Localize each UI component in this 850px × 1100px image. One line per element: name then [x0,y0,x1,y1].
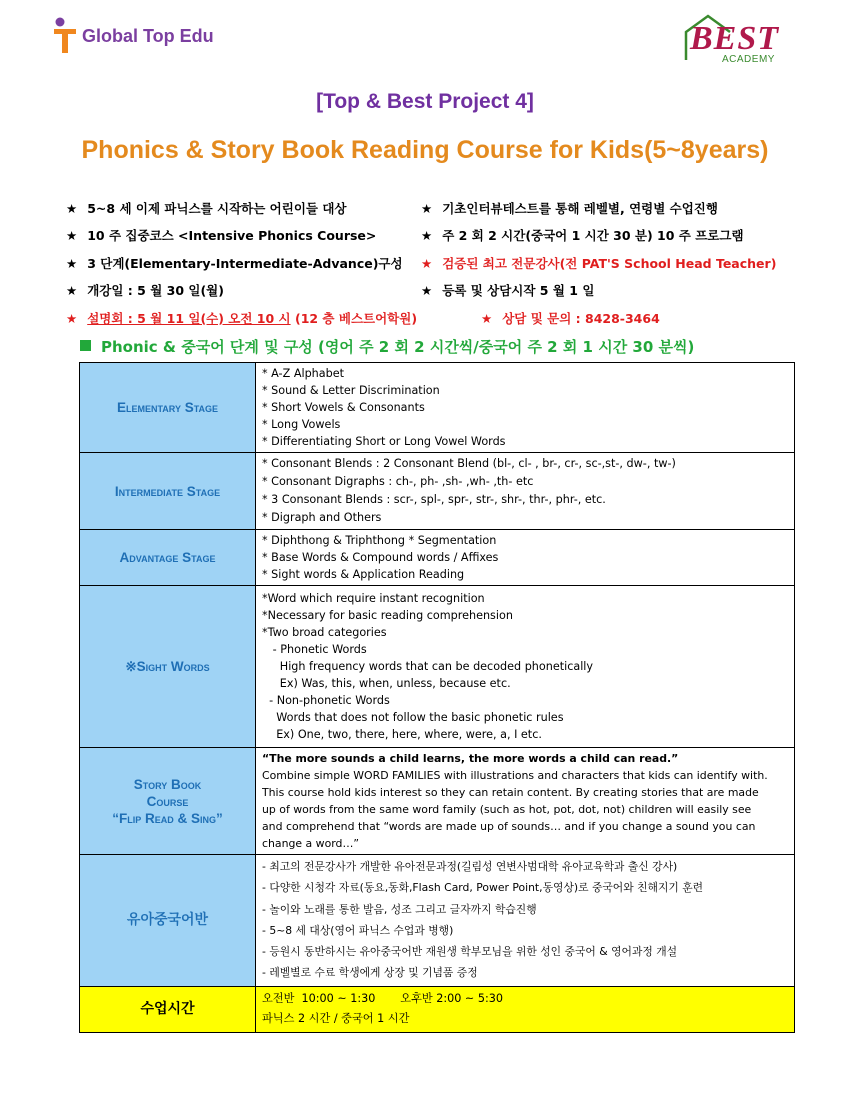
content-line: * Diphthong & Triphthong * Segmentation [262,534,497,547]
bullet-text: 등록 및 상담시작 5 월 1 일 [442,283,595,299]
contact-info: 상담 및 문의 : 8428-3464 [502,310,660,326]
content-line: This course hold kids interest so they can retain content. By creating stories that are made [262,786,759,799]
content-line: * Short Vowels & Consonants [262,401,425,414]
star-icon: ★ [421,228,433,244]
course-table [79,362,795,1033]
star-icon: ★ [66,310,78,326]
section-heading [80,336,694,357]
content-line: * A-Z Alphabet [262,367,344,380]
square-bullet-icon [80,340,91,351]
logo-right-text: BEST [690,20,780,57]
content-line: Ex) One, two, there, here, where, were, a, I etc. [262,728,542,741]
content-line: Words that does not follow the basic phonetic rules [262,711,564,724]
stage-name [80,530,256,586]
logo-right-sub: ACADEMY [722,54,775,65]
bullet-row [66,249,806,277]
schedule-line: 파닉스 2 시간 / 중국어 1 시간 [262,1012,410,1025]
content-line: and comprehend that “words are made up of sounds… and if you change a sound you can [262,820,756,833]
stage-label: Intermediate Stage [114,483,221,499]
content-line: *Necessary for basic reading comprehension [262,609,513,622]
content-line: - 레벨별로 수료 학생에게 상장 및 기념품 증정 [262,966,478,980]
content-line: - 5~8 세 대상(영어 파닉스 수업과 병행) [262,923,454,937]
content-line: *Word which require instant recognition [262,592,485,605]
table-row [80,363,795,453]
table-row [80,453,795,530]
stage-label-line: “Flip Read & Sing” [112,810,223,826]
content-line: * Base Words & Compound words / Affixes [262,551,499,564]
content-line: - Phonetic Words [262,643,367,656]
star-icon: ★ [421,283,433,299]
content-line: - 다양한 시청각 자료(동요,동화,Flash Card, Power Point,동영상)로 중국어와 친해지기 훈련 [262,881,704,895]
person-logo-icon [52,17,78,55]
stage-name [80,363,256,453]
bullet-text: 주 2 회 2 시간(중국어 1 시간 30 분) 10 주 프로그램 [442,228,744,244]
content-line: * Sight words & Application Reading [262,568,465,581]
content-line: change a word…” [262,837,359,850]
content-line: * Consonant Digraphs : ch-, ph- ,sh- ,wh- ,th- etc [262,475,534,488]
content-line: up of words from the same word family (such as hot, pot, dot, not) children will easily see [262,803,752,816]
bullet-text: 개강일 : 5 월 30 일(월) [87,283,224,299]
table-row [80,855,795,987]
stage-content [256,530,795,586]
star-icon: ★ [481,310,493,326]
star-icon: ★ [421,255,433,271]
info-bullets [66,194,806,332]
logo-left-text: Global Top Edu [82,25,214,46]
content-line: Combine simple WORD FAMILIES with illustrations and characters that kids can identify with. [262,769,768,782]
content-line: *Two broad categories [262,626,387,639]
stage-name [80,855,256,987]
stage-label-line: Story Book [133,776,202,792]
bullet-text-highlight: 검증된 최고 전문강사(전 PAT'S School Head Teacher) [442,255,777,271]
content-quote: “The more sounds a child learns, the more words a child can read.” [262,752,679,765]
content-line: * Long Vowels [262,418,341,431]
stage-label-line: Course [146,793,189,809]
star-icon: ★ [66,228,78,244]
stage-name [80,453,256,530]
stage-content [256,453,795,530]
bullet-row [66,277,806,305]
stage-label: Elementary Stage [116,400,219,415]
schedule-label: 수업시간 [140,1001,195,1017]
bullet-text: 3 단계(Elementary-Intermediate-Advance)구성 [87,255,403,271]
content-line: * 3 Consonant Blends : scr-, spl-, spr-, str-, shr-, thr-, phr-, etc. [262,493,606,506]
stage-label: Advantage Stage [119,550,216,565]
schedule-content [256,987,795,1033]
content-line: * Consonant Blends : 2 Consonant Blend (bl-, cl- , br-, cr-, sc-,st-, dw-, tw-) [262,457,676,470]
table-row-schedule [80,987,795,1033]
bullet-text: 5~8 세 이제 파닉스를 시작하는 어린이들 대상 [87,200,347,216]
content-line: - 최고의 전문강사가 개발한 유아전문과정(길림성 연변사범대학 유아교육학과 출신 강사) [262,860,678,873]
stage-content [256,586,795,748]
best-academy-logo [682,14,792,70]
content-line: * Sound & Letter Discrimination [262,384,440,397]
briefing-session: 설명회 : 5 월 11 일(수) 오전 10 시 [87,310,291,326]
content-line: High frequency words that can be decoded phonetically [262,660,594,673]
stage-content [256,363,795,453]
star-icon: ★ [66,200,78,216]
notice-row [66,304,806,332]
table-row [80,530,795,586]
stage-name [80,586,256,748]
stage-label: ※Sight Words [125,659,210,674]
star-icon: ★ [66,255,78,271]
table-row [80,748,795,855]
global-top-edu-logo [52,16,214,56]
content-line: * Differentiating Short or Long Vowel Words [262,435,506,448]
stage-content [256,855,795,987]
stage-label: 유아중국어반 [126,912,209,928]
bullet-row [66,222,806,250]
section-title: Phonic & 중국어 단계 및 구성 (영어 주 2 회 2 시간씩/중국어 주 2 회 1 시간 30 분씩) [101,338,695,356]
content-line: * Digraph and Others [262,511,382,524]
project-subtitle: [Top & Best Project 4] [316,90,534,113]
bullet-row [66,194,806,222]
content-line: - Non-phonetic Words [262,694,390,707]
table-row [80,586,795,748]
schedule-name [80,987,256,1033]
content-line: - 놀이와 노래를 통한 발음, 성조 그리고 글자까지 학습진행 [262,902,537,916]
briefing-location: (12 층 베스트어학원) [290,310,418,326]
bullet-text: 10 주 집중코스 <Intensive Phonics Course> [87,228,377,244]
star-icon: ★ [66,283,78,299]
schedule-line: 오전반 10:00 ~ 1:30 오후반 2:00 ~ 5:30 [262,992,503,1005]
stage-content [256,748,795,855]
content-line: Ex) Was, this, when, unless, because etc. [262,677,511,690]
bullet-text: 기초인터뷰테스트를 통해 레벨별, 연령별 수업진행 [442,200,718,216]
stage-name [80,748,256,855]
star-icon: ★ [421,200,433,216]
content-line: - 등원시 동반하시는 유아중국어반 재원생 학부모님을 위한 성인 중국어 & 영어과정 개설 [262,945,678,959]
course-title: Phonics & Story Book Reading Course for Kids(5~8years) [81,136,769,164]
